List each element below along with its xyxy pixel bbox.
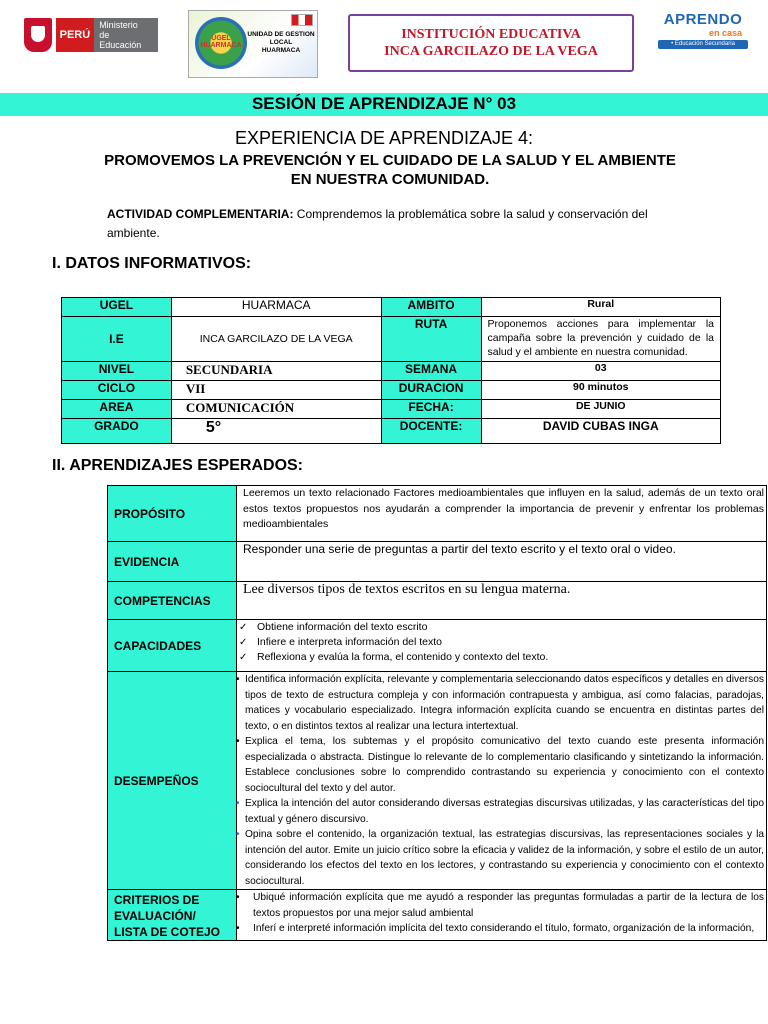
grado-value: 5° — [171, 419, 381, 444]
list-item: • Inferí e interpreté información implícita del texto considerando el título, formato, organización de la información, — [239, 921, 764, 937]
ugel-label: UGEL — [62, 298, 172, 317]
institution-box — [348, 14, 634, 72]
fecha-label: FECHA: — [381, 400, 481, 419]
ugel-value: HUARMACA — [171, 298, 381, 317]
capacidades-list — [237, 620, 764, 665]
peru-ministry-logo — [24, 16, 158, 54]
ministry-label: Ministerio de Educación — [94, 18, 158, 52]
criterios-label: CRITERIOS DE EVALUACIÓN/ LISTA DE COTEJO — [108, 890, 237, 941]
section-aprendizajes-esperados: II. APRENDIZAJES ESPERADOS: — [52, 457, 304, 474]
session-title: SESIÓN DE APRENDIZAJE N° 03 — [0, 93, 768, 116]
ruta-label: RUTA — [381, 317, 481, 362]
ie-label: I.E — [62, 317, 172, 362]
list-item: • Opina sobre el contenido, la organización textual, las estrategias discursivas, las representaciones sociales y la intención del autor. Emite un juicio crítico sobre la eficacia y validez de la información, y sobre el estilo de un autor, considerando los efectos del texto en los lectores, y contrastando su experiencia y conocimiento con el contexto sociocultural. — [239, 827, 764, 889]
duracion-label: DURACION — [381, 381, 481, 400]
duracion-value: 90 minutos — [481, 381, 721, 400]
semana-value: 03 — [481, 362, 721, 381]
peru-label: PERÚ — [56, 18, 95, 52]
fecha-value: DE JUNIO — [481, 400, 721, 419]
evidencia-value: Responder una serie de preguntas a partir del texto escrito y el texto oral o video. — [237, 542, 767, 582]
flag-icon — [291, 14, 313, 26]
ruta-value: Proponemos acciones para implementar la campaña sobre la prevención y cuidado de la salud y el ambiente en nuestra comunidad. — [481, 317, 721, 362]
competencias-label: COMPETENCIAS — [108, 582, 237, 620]
list-item: • Ubiqué información explícita que me ayudó a responder las preguntas formuladas a partir de la lectura de los textos propuestos por una mejor salud ambiental — [239, 890, 764, 921]
aprendo-en-casa-logo: APRENDO en casa • Educación Secundaria — [658, 12, 748, 52]
experience-title: EXPERIENCIA DE APRENDIZAJE 4: — [234, 128, 534, 148]
proposito-value: Leeremos un texto relacionado Factores medioambientales que influyen en la salud, además de un texto oral estos textos propuestos nos ayudarán a comprender la importancia de prevenir y enfrentar los problemas medioambientales — [237, 486, 767, 542]
nivel-label: NIVEL — [62, 362, 172, 381]
grado-label: GRADO — [62, 419, 172, 444]
list-item: ✓ Obtiene información del texto escrito — [237, 620, 764, 635]
docente-label: DOCENTE: — [381, 419, 481, 444]
activity-label: ACTIVIDAD COMPLEMENTARIA: — [107, 207, 294, 221]
capacidades-label: CAPACIDADES — [108, 620, 237, 672]
ciclo-value: VII — [171, 381, 381, 400]
experience-subtitle: PROMOVEMOS LA PREVENCIÓN Y EL CUIDADO DE LA SALUD Y EL AMBIENTE EN NUESTRA COMUNIDAD. — [104, 152, 676, 188]
ciclo-label: CICLO — [62, 381, 172, 400]
nivel-value: SECUNDARIA — [171, 362, 381, 381]
criterios-list — [239, 890, 764, 937]
datos-informativos-table — [61, 297, 721, 444]
ie-value: INCA GARCILAZO DE LA VEGA — [171, 317, 381, 362]
institution-line-2: INCA GARCILAZO DE LA VEGA — [384, 44, 598, 59]
proposito-label: PROPÓSITO — [108, 486, 237, 542]
section-datos-informativos: I. DATOS INFORMATIVOS: — [52, 255, 252, 272]
ugel-logo: UGEL HUARMACA UNIDAD DE GESTION LOCAL HUARMACA — [188, 10, 318, 78]
aprendizajes-table — [107, 485, 767, 941]
list-item: • Explica el tema, los subtemas y el propósito comunicativo del texto cuando este presenta información especializada o abstracta. Distingue lo relevante de lo complementario clasificando y sintetizando la información. Establece conclusiones sobre lo comprendido contrastando su experiencia y conocimiento con el contexto sociocultural del texto y del autor. — [239, 734, 764, 796]
competencias-value: Lee diversos tipos de textos escritos en su lengua materna. — [237, 582, 767, 620]
semana-label: SEMANA — [381, 362, 481, 381]
desempenos-list — [239, 672, 764, 889]
list-item: ✓ Reflexiona y evalúa la forma, el contenido y contexto del texto. — [237, 650, 764, 665]
evidencia-label: EVIDENCIA — [108, 542, 237, 582]
area-label: AREA — [62, 400, 172, 419]
activity-description — [107, 205, 667, 243]
ambito-value: Rural — [481, 298, 721, 317]
list-item: • Identifica información explícita, relevante y complementaria seleccionando datos específicos y detalles en diversos tipos de texto de estructura compleja y con información contrapuesta y ambigua, así como falacias, paradojas, matices y vocabulario especializado. Integra información explícita cuando se encuentra en distintas partes del texto, o en distintos textos al realizar una lectura intertextual. — [239, 672, 764, 734]
list-item: ✓ Infiere e interpreta información del texto — [237, 635, 764, 650]
docente-value: DAVID CUBAS INGA — [481, 419, 721, 444]
activity-text: Comprendemos la problemática sobre la salud y conservación del ambiente. — [107, 207, 648, 240]
desempenos-label: DESEMPEÑOS — [108, 672, 237, 890]
ugel-emblem-icon: UGEL HUARMACA — [195, 17, 247, 69]
ambito-label: AMBITO — [381, 298, 481, 317]
coat-of-arms-icon — [24, 18, 52, 52]
institution-line-1: INSTITUCIÓN EDUCATIVA — [401, 27, 581, 42]
list-item: • Explica la intención del autor considerando diversas estrategias discursivas utilizadas, y las características del tipo textual y género discursivo. — [239, 796, 764, 827]
area-value: COMUNICACIÓN — [171, 400, 381, 419]
